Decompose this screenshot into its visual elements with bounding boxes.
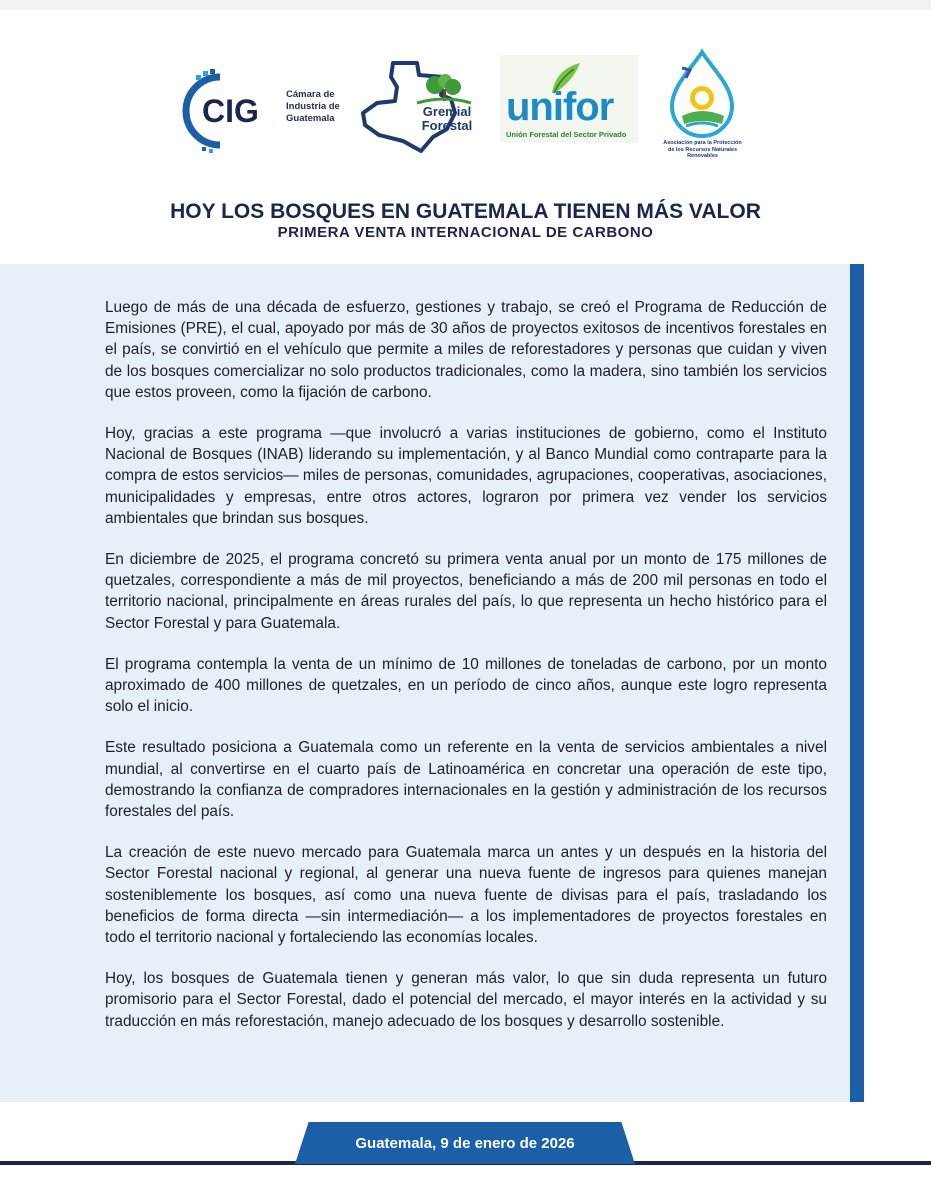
- page-title: HOY LOS BOSQUES EN GUATEMALA TIENEN MÁS VALOR: [170, 200, 761, 223]
- gremial-forestal-logo: [355, 55, 485, 155]
- asociacion-name: Asociación para la Protección de los Recursos Naturales Renovables: [663, 140, 742, 159]
- paragraph-7: Hoy, los bosques de Guatemala tienen y generan más valor, lo que sin duda representa un futuro promisorio para el Sector Forestal, dado el potencial del mercado, el mayor interés en la actividad y su traducción en más reforestación, manejo adecuado de los bosques y desarrollo sostenible.: [105, 970, 827, 1030]
- paragraph-3: En diciembre de 2025, el programa concretó su primera venta anual por un monto de 175 millones de quetzales, correspondiente a más de mil proyectos, beneficiando a más de 200 mil personas en todo el territorio nacional, principalmente en áreas rurales del país, lo que representa un hecho histórico para el Sector Forestal y para Guatemala.: [105, 551, 827, 632]
- footer-date: Guatemala, 9 de enero de 2026: [355, 1135, 575, 1152]
- unifor-subtitle: Unión Forestal del Sector Privado: [506, 130, 627, 139]
- body-text: [105, 297, 827, 1052]
- press-release-page: [0, 10, 931, 1200]
- paragraph-2: Hoy, gracias a este programa —que involucró a varias instituciones de gobierno, como el Instituto Nacional de Bosques (INAB) liderando su implementación, y al Banco Mundial como contraparte para la compra de estos servicios— miles de personas, comunidades, agrupaciones, cooperativas, asociaciones, municipalidades y empresas, entre otros actores, lograron por primera vez vender los servicios ambientales que brindan sus bosques.: [105, 425, 827, 527]
- gremial-forestal-name: Gremial Forestal: [421, 104, 473, 133]
- panel-accent-bar: [850, 264, 864, 1102]
- cig-logo: [182, 65, 352, 155]
- cig-name: Cámara de Industria de Guatemala: [286, 89, 340, 124]
- water-drop-icon: [660, 48, 745, 140]
- asociacion-logo: [660, 48, 745, 173]
- unifor-logo: [500, 55, 638, 143]
- unifor-wordmark: unifor: [506, 85, 614, 129]
- page-subtitle: PRIMERA VENTA INTERNACIONAL DE CARBONO: [277, 224, 654, 241]
- paragraph-6: La creación de este nuevo mercado para Guatemala marca un antes y un después en la historia del Sector Forestal nacional y regional, al generar una nueva fuente de ingresos para quienes manejan sosteniblemente los bosques, así como una nueva fuente de divisas para el país, trasladando los beneficios de forma directa —sin intermediación— a los implementadores de proyectos forestales en todo el territorio nacional y fortaleciendo las economías locales.: [105, 844, 827, 947]
- paragraph-4: El programa contempla la venta de un mínimo de 10 millones de toneladas de carbono, por un monto aproximado de 400 millones de quetzales, en un período de cinco años, aunque este logro representa solo el inicio.: [105, 655, 827, 716]
- cig-acronym: CIG: [202, 93, 259, 129]
- paragraph-5: Este resultado posiciona a Guatemala como un referente en la venta de servicios ambientales a nivel mundial, al convertirse en el cuarto país de Latinoamérica en concretar una operación de este tipo, demostrando la confianza de compradores internacionales en la gestión y administración de los recursos forestales del país.: [105, 739, 827, 821]
- logo-row: [0, 10, 931, 180]
- cig-emblem-icon: [182, 65, 292, 155]
- paragraph-1: Luego de más de una década de esfuerzo, gestiones y trabajo, se creó el Programa de Reducción de Emisiones (PRE), el cual, apoyado por más de 30 años de proyectos exitosos de incentivos forestales en el país, se convirtió en el vehículo que permite a miles de reforestadores y personas que cuidan y viven de los bosques comercializar no solo productos tradicionales, como la madera, sino también los servicios que estos proveen, como la fijación de carbono.: [105, 299, 827, 401]
